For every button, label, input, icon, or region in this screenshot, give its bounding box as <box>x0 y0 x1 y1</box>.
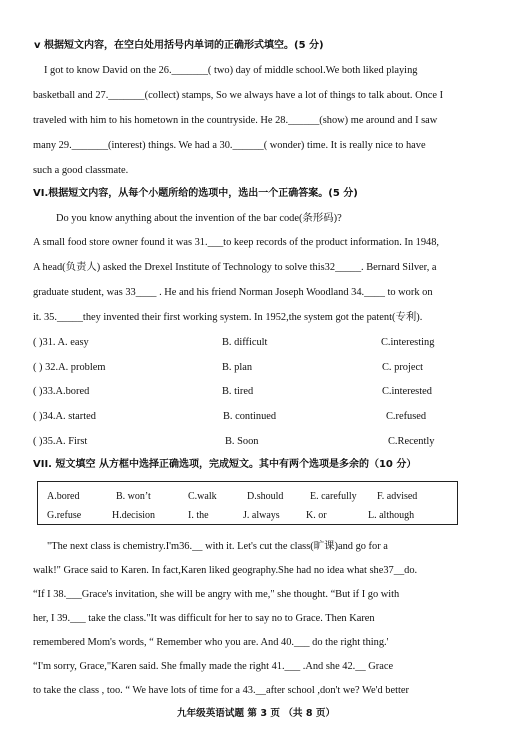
section6-line-4: graduate student, was 33____ . He and his friend Norman Joseph Woodland 34.____ to work on <box>33 287 433 298</box>
section7-line-1: "The next class is chemistry.I'm36.__ with it. Let's cut the class(旷课)and go for a <box>47 541 388 552</box>
section5-line-4: many 29._______(interest) things. We had a 30.______( wonder) time. It is really nice to have <box>33 140 426 151</box>
section5-heading: v 根据短文内容，在空白处用括号内单词的正确形式填空。(5 分) <box>34 40 324 51</box>
section7-line-6: “I'm sorry, Grace,"Karen said. She fmally made the right 41.___ .And she 42.__ Grace <box>33 661 394 672</box>
question-33: ( )33.A.bored <box>33 386 90 397</box>
word-bank-item: K. or <box>306 510 327 521</box>
section7-line-5: remembered Mom's words, “ Remember who you are. And 40.___ do the right thing.' <box>33 637 389 648</box>
section6-heading: VI.根据短文内容，从每个小题所给的选项中，选出一个正确答案。(5 分) <box>33 188 358 199</box>
word-bank-item: C.walk <box>188 491 217 502</box>
section7-line-7: to take the class , too. “ We have lots of time for a 43.__after school ,don't we? We'd better <box>33 685 409 696</box>
question-34-option-b: B. continued <box>223 411 277 422</box>
section6-line-1: Do you know anything about the invention of the bar code(条形码)? <box>56 213 342 224</box>
word-bank-item: F. advised <box>377 491 418 502</box>
section5-line-3: traveled with him to his hometown in the countryside. He 28.______(show) me around and I saw <box>33 115 438 126</box>
word-bank-item: H.decision <box>112 510 156 521</box>
section6-line-5: it. 35._____they invented their first working system. In 1952,the system got the patent(专利). <box>33 312 423 323</box>
question-33-option-b: B. tired <box>222 386 254 397</box>
question-35: ( )35.A. First <box>33 436 88 447</box>
question-31-option-b: B. difficult <box>222 337 268 348</box>
question-33-option-c: C.interested <box>382 386 432 397</box>
section7-line-2: walk!" Grace said to Karen. In fact,Karen liked geography.She had no idea what she37__do. <box>33 565 418 576</box>
page-footer: 九年级英语试题 第 3 页 （共 8 页） <box>176 708 336 719</box>
section6-line-3: A head(负责人) asked the Drexel Institute of Technology to solve this32_____. Bernard Silver, a <box>33 262 437 273</box>
question-32-option-c: C. project <box>382 362 423 373</box>
question-32: ( ) 32.A. problem <box>33 362 106 373</box>
question-35-option-c: C.Recently <box>388 436 435 447</box>
word-bank-box <box>37 481 458 525</box>
word-bank-item: B. won’t <box>116 491 151 502</box>
word-bank-item: D.should <box>247 491 284 502</box>
section5-line-5: such a good classmate. <box>33 165 129 176</box>
question-34-option-c: C.refused <box>386 411 427 422</box>
question-31-option-c: C.interesting <box>381 337 435 348</box>
question-31: ( )31. A. easy <box>33 337 89 348</box>
section5-line-2: basketball and 27._______(collect) stamps, So we always have a lot of things to talk about. Once I <box>33 90 444 101</box>
word-bank-item: A.bored <box>47 491 80 502</box>
word-bank-item: I. the <box>188 510 209 521</box>
section6-line-2: A small food store owner found it was 31.___to keep records of the product information. In 1948, <box>33 237 440 248</box>
section7-heading: VII. 短文填空 从方框中选择正确选项，完成短文。其中有两个选项是多余的（10 分） <box>33 459 417 470</box>
question-35-option-b: B. Soon <box>225 436 259 447</box>
section7-line-3: “If I 38.___Grace's invitation, she will be angry with me," she thought. “But if I go with <box>33 589 400 600</box>
word-bank-item: G.refuse <box>47 510 82 521</box>
word-bank-item: L. although <box>368 510 415 521</box>
question-32-option-b: B. plan <box>222 362 253 373</box>
question-34: ( )34.A. started <box>33 411 96 422</box>
section7-line-4: her, I 39.___ take the class."It was difficult for her to say no to Grace. Then Karen <box>33 613 375 624</box>
section5-line-1: I got to know David on the 26._______( two) day of middle school.We both liked playing <box>44 65 418 76</box>
word-bank-item: J. always <box>243 510 280 521</box>
word-bank-item: E. carefully <box>310 491 357 502</box>
